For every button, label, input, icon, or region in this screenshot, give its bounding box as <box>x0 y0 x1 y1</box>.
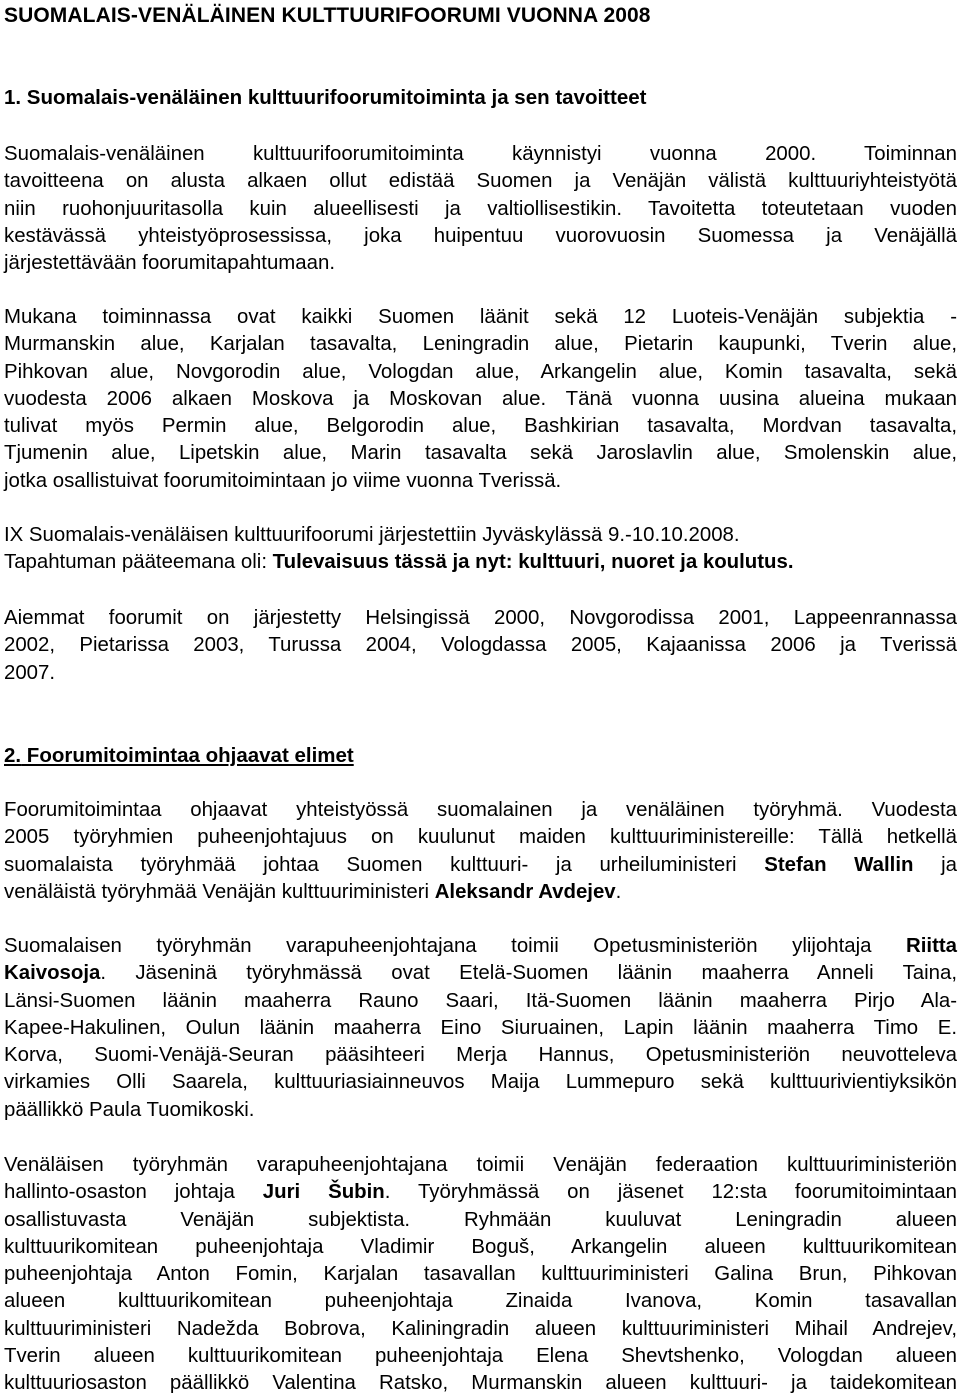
section-1-paragraph-2 <box>4 304 957 495</box>
section-2-heading <box>4 744 354 768</box>
person-name: Juri Šubin <box>262 1181 385 1204</box>
text-line <box>4 549 957 576</box>
text-line: kulttuuriosaston päällikkö Valentina Ratsko, Murmanskin alueen kulttuuri- ja taidekomitean <box>4 1372 957 1395</box>
section-1-paragraph-4 <box>4 605 957 687</box>
text-line: kulttuurikomitean puheenjohtaja Vladimir Boguš, Arkangelin alueen kulttuurikomitean <box>4 1235 957 1258</box>
section-2-number: 2. <box>4 744 22 767</box>
text-line: Aiemmat foorumit on järjestetty Helsingissä 2000, Novgorodissa 2001, Lappeenrannassa <box>4 607 957 629</box>
text-line <box>4 933 957 960</box>
text-span: Tapahtuman pääteemana oli: <box>4 551 273 574</box>
text-line: alueen kulttuurikomitean puheenjohtaja Zinaida Ivanova, Komin tasavallan <box>4 1290 957 1313</box>
text-span: . <box>615 880 622 903</box>
text-line <box>4 852 957 879</box>
text-line: Murmanskin alue, Karjalan tasavalta, Leningradin alue, Pietarin kaupunki, Tverin alue, <box>4 333 957 356</box>
text-span: Suomalaisen työryhmän varapuheenjohtajana toimii Opetusministeriön ylijohtaja <box>4 935 907 957</box>
text-line: Länsi-Suomen läänin maaherra Rauno Saari, Itä-Suomen läänin maaherra Pirjo Ala- <box>4 989 957 1012</box>
text-line: Pihkovan alue, Novgorodin alue, Vologdan alue, Arkangelin alue, Komin tasavalta, sekä <box>4 360 957 383</box>
text-span: . Työryhmässä on jäsenet 12:sta foorumitoimintaan <box>384 1181 957 1204</box>
text-line: tavoitteena on alusta alkaen ollut edistää Suomen ja Venäjän välistä kulttuuriyhteistyötä <box>4 170 957 193</box>
text-line: Venäläisen työryhmän varapuheenjohtajana toimii Venäjän federaation kulttuuriministeriön <box>4 1154 957 1176</box>
text-line: 2002, Pietarissa 2003, Turussa 2004, Vologdassa 2005, Kajaanissa 2006 ja Tverissä <box>4 634 957 657</box>
text-line: järjestettävään foorumitapahtumaan. <box>4 252 335 275</box>
text-line: jotka osallistuivat foorumitoimintaan jo viime vuonna Tverissä. <box>4 469 562 492</box>
person-name: Aleksandr Avdejev <box>434 880 616 903</box>
section-2-paragraph-1 <box>4 797 957 906</box>
text-line: puheenjohtaja Anton Fomin, Karjalan tasavallan kulttuuriministeri Galina Brun, Pihkovan <box>4 1263 957 1286</box>
person-name: Kaivosoja <box>4 962 101 985</box>
text-line: virkamies Olli Saarela, kulttuuriasiainneuvos Maija Lummepuro sekä kulttuurivientiyksikön <box>4 1071 957 1094</box>
text-span: ja <box>913 853 957 876</box>
text-line: Tverin alueen kulttuurikomitean puheenjohtaja Elena Shevtshenko, Vologdan alueen <box>4 1345 957 1368</box>
text-line: Korva, Suomi-Venäjä-Seuran pääsihteeri Merja Hannus, Opetusministeriön neuvotteleva <box>4 1044 957 1067</box>
text-line: Kapee-Hakulinen, Oulun läänin maaherra Eino Siuruainen, Lapin läänin maaherra Timo E. <box>4 1016 957 1039</box>
text-line: kestävässä yhteistyöprosessissa, joka huipentuu vuorovuosin Suomessa ja Venäjällä <box>4 224 957 247</box>
text-line: Suomalais-venäläinen kulttuurifoorumitoiminta käynnistyi vuonna 2000. Toiminnan <box>4 143 957 165</box>
text-span: suomalaista työryhmää johtaa Suomen kulttuuri- ja urheiluministeri <box>4 853 765 876</box>
person-name: Riitta <box>906 935 957 957</box>
theme-text: Tulevaisuus tässä ja nyt: kulttuuri, nuoret ja koulutus. <box>272 551 794 574</box>
text-line: Tjumenin alue, Lipetskin alue, Marin tasavalta sekä Jaroslavlin alue, Smolenskin alue, <box>4 442 957 465</box>
section-2-paragraph-2 <box>4 933 957 1124</box>
text-line <box>4 1179 957 1206</box>
person-name: Stefan Wallin <box>764 853 914 876</box>
section-2-paragraph-3 <box>4 1152 957 1398</box>
text-line: niin ruohonjuuritasolla kuin alueellisesti ja valtiollisestikin. Tavoitetta toteutetaan vuoden <box>4 197 957 220</box>
text-line: päällikkö Paula Tuomikoski. <box>4 1098 255 1121</box>
text-line: 2005 työryhmien puheenjohtajuus on kuulunut maiden kulttuuriministereille: Tällä hetkellä <box>4 826 957 849</box>
section-2-title: Foorumitoimintaa ohjaavat elimet <box>21 744 354 767</box>
text-span: . Jäseninä työryhmässä ovat Etelä-Suomen läänin maaherra Anneli Taina, <box>100 962 957 985</box>
text-line: osallistuvasta Venäjän subjektista. Ryhmään kuuluvat Leningradin alueen <box>4 1208 957 1231</box>
text-line: vuodesta 2006 alkaen Moskova ja Moskovan alue. Tänä vuonna uusina alueina mukaan <box>4 387 957 410</box>
section-1-paragraph-3 <box>4 522 957 577</box>
text-line: tulivat myös Permin alue, Belgorodin alue, Bashkirian tasavalta, Mordvan tasavalta, <box>4 415 957 438</box>
text-span: hallinto-osaston johtaja <box>4 1181 263 1204</box>
document-title: SUOMALAIS-VENÄLÄINEN KULTTUURIFOORUMI VUONNA 2008 <box>4 4 651 27</box>
text-line: Mukana toiminnassa ovat kaikki Suomen läänit sekä 12 Luoteis-Venäjän subjektia - <box>4 306 957 328</box>
text-line: 2007. <box>4 661 56 684</box>
text-line <box>4 879 957 906</box>
text-line: IX Suomalais-venäläisen kulttuurifoorumi järjestettiin Jyväskylässä 9.-10.10.2008. <box>4 524 740 546</box>
section-1-paragraph-1 <box>4 141 957 277</box>
section-1-heading: 1. Suomalais-venäläinen kulttuurifoorumitoiminta ja sen tavoitteet <box>4 86 647 109</box>
text-line: kulttuuriministeri Nadežda Bobrova, Kaliningradin alueen kulttuuriministeri Mihail Andrejev, <box>4 1317 957 1340</box>
text-line: Foorumitoimintaa ohjaavat yhteistyössä suomalainen ja venäläinen työryhmä. Vuodesta <box>4 799 957 821</box>
text-span: venäläistä työryhmää Venäjän kulttuuriministeri <box>4 880 435 903</box>
text-line <box>4 960 957 987</box>
